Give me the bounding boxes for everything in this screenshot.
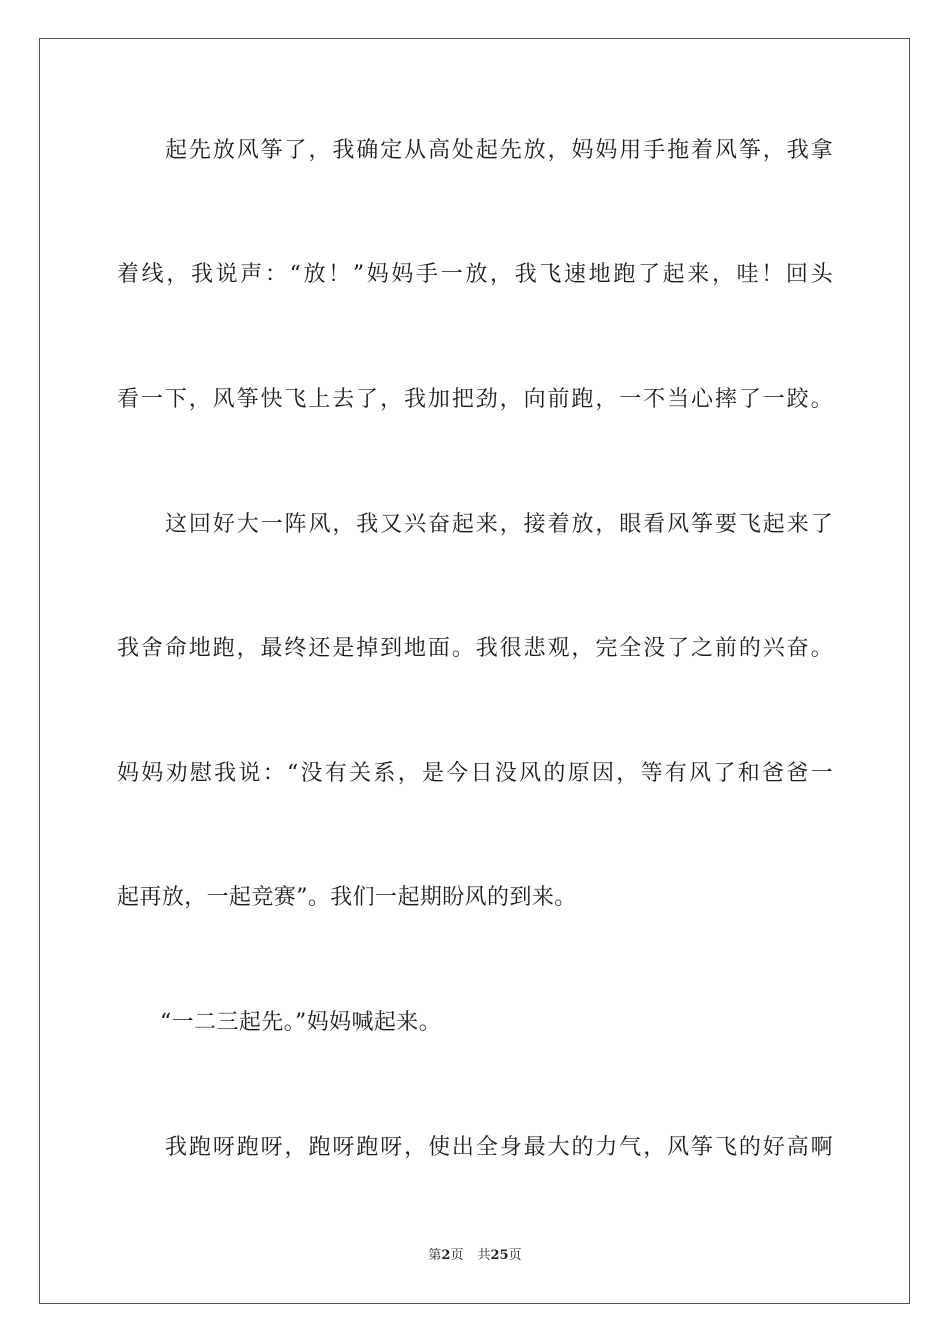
page-border — [39, 38, 910, 1304]
paragraph-line: “一二三起先。”妈妈喊起来。 — [160, 1010, 442, 1035]
paragraph-line: 起再放，一起竞赛”。我们一起期盼风的到来。 — [117, 885, 577, 910]
paragraph-line: 我跑呀跑呀，跑呀跑呀，使出全身最大的力气，风筝飞的好高啊 — [165, 1135, 833, 1160]
paragraph-line: 着线，我说声：“放！”妈妈手一放，我飞速地跑了起来，哇！回头 — [117, 262, 833, 287]
paragraph-line: 这回好大一阵风，我又兴奋起来，接着放，眼看风筝要飞起来了 — [165, 512, 833, 537]
page-number: 2 — [441, 1248, 451, 1263]
paragraph-line: 起先放风筝了，我确定从高处起先放，妈妈用手拖着风筝，我拿 — [165, 138, 833, 163]
paragraph-line: 妈妈劝慰我说：“没有关系，是今日没风的原因，等有风了和爸爸一 — [117, 761, 833, 786]
page-label-prefix: 第 — [428, 1248, 442, 1263]
page-label-suffix: 页 — [450, 1248, 464, 1263]
total-label-prefix: 共 — [477, 1248, 491, 1263]
paragraph-line: 我舍命地跑，最终还是掉到地面。我很悲观，完全没了之前的兴奋。 — [117, 636, 833, 661]
total-label-suffix: 页 — [508, 1248, 522, 1263]
page-footer — [0, 1246, 950, 1266]
paragraph-line: 看一下，风筝快飞上去了，我加把劲，向前跑，一不当心摔了一跤。 — [117, 387, 833, 412]
total-pages: 25 — [490, 1248, 509, 1263]
